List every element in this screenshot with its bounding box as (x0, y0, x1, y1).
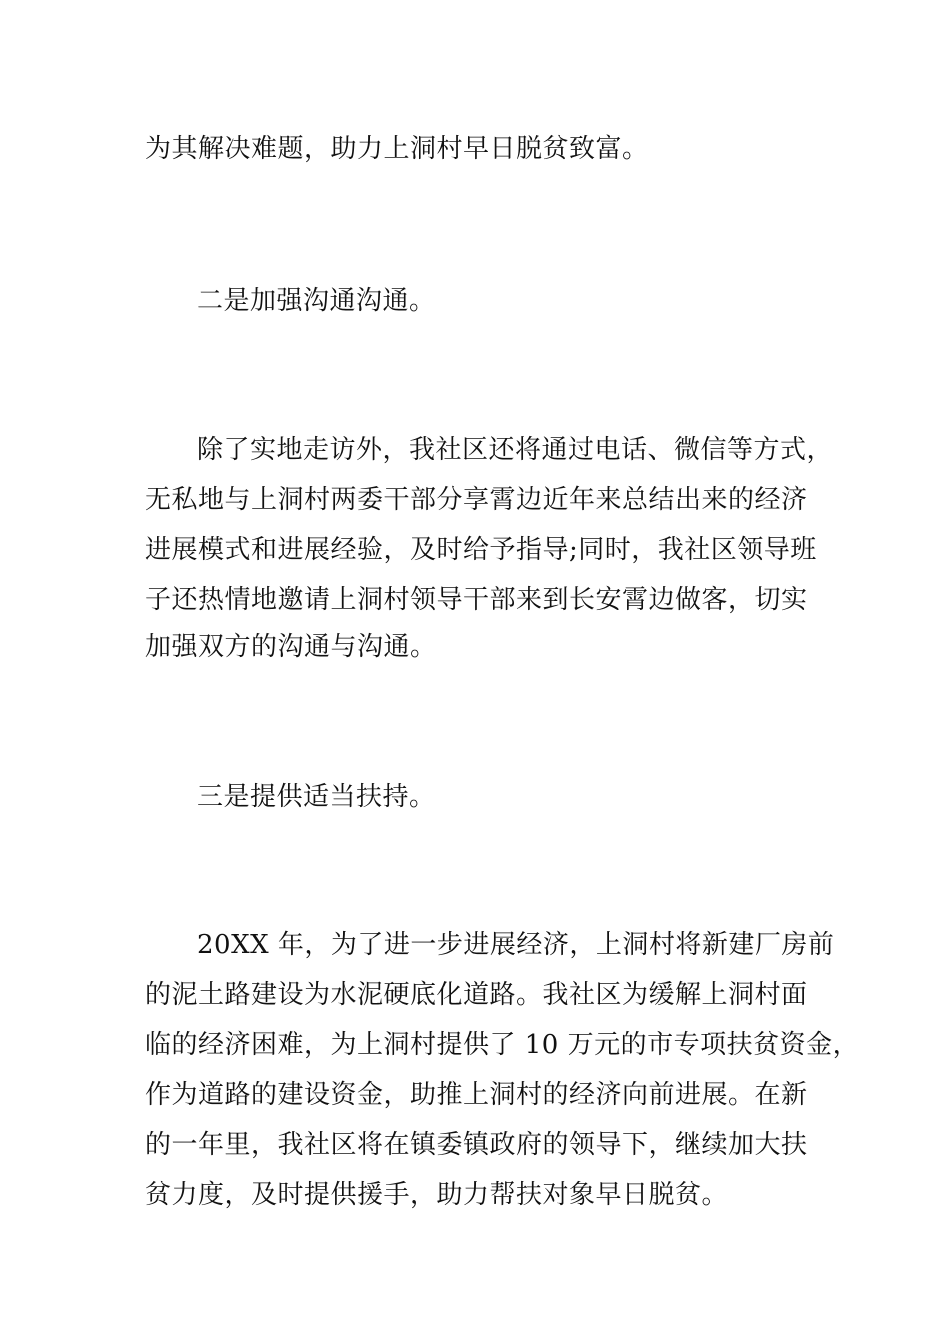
paragraph-2-line-2: 无私地与上洞村两委干部分享霄边近年来总结出来的经济 (145, 485, 808, 515)
paragraph-2-line-1: 除了实地走访外，我社区还将通过电话、微信等方式， (197, 435, 834, 465)
paragraph-1-line-1: 为其解决难题，助力上洞村早日脱贫致富。 (145, 134, 649, 164)
paragraph-2-line-4: 子还热情地邀请上洞村领导干部来到长安霄边做客，切实 (145, 585, 808, 615)
section-heading-3: 三是提供适当扶持。 (197, 782, 436, 812)
section-heading-2: 二是加强沟通沟通。 (197, 286, 436, 316)
paragraph-2-line-3: 进展模式和进展经验，及时给予指导;同时，我社区领导班 (145, 535, 817, 565)
paragraph-3-line-1: 20XX 年，为了进一步进展经济，上洞村将新建厂房前 (197, 930, 835, 960)
paragraph-2-line-5: 加强双方的沟通与沟通。 (145, 632, 437, 662)
paragraph-3-line-4: 作为道路的建设资金，助推上洞村的经济向前进展。在新 (145, 1080, 808, 1110)
paragraph-3-line-2: 的泥土路建设为水泥硬底化道路。我社区为缓解上洞村面 (145, 980, 808, 1010)
paragraph-3-line-3: 临的经济困难，为上洞村提供了 10 万元的市专项扶贫资金， (145, 1030, 860, 1060)
paragraph-3-line-6: 贫力度，及时提供援手，助力帮扶对象早日脱贫。 (145, 1180, 729, 1210)
paragraph-3-line-5: 的一年里，我社区将在镇委镇政府的领导下，继续加大扶 (145, 1130, 808, 1160)
